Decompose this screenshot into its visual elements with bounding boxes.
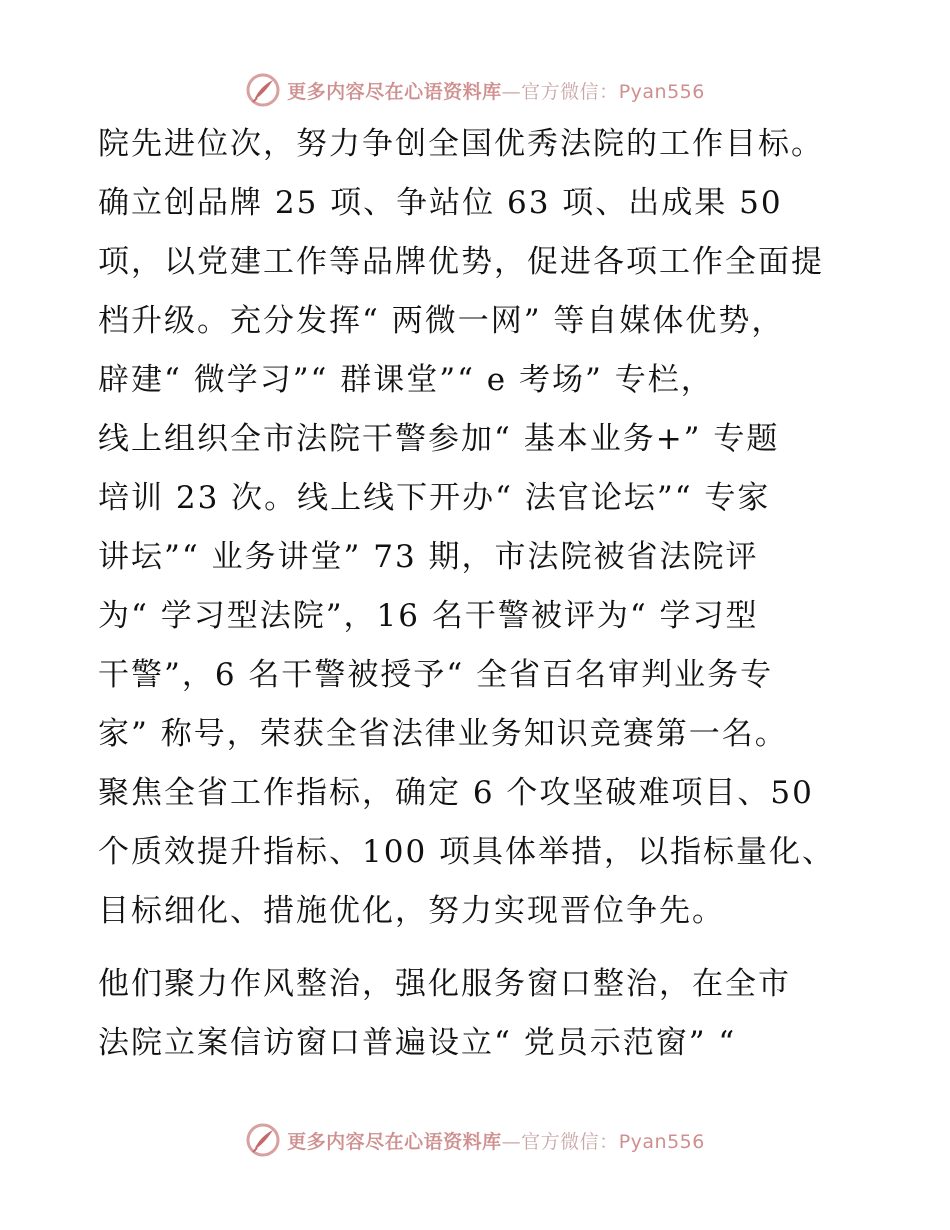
text-line: 线上组织全市法院干警参加“ 基本业务+” 专题 xyxy=(98,421,780,457)
text-line: 档升级。充分发挥“ 两微一网” 等自媒体优势， xyxy=(98,303,785,339)
text-line: 辟建“ 微学习”“ 群课堂”“ e 考场” 专栏， xyxy=(98,362,714,398)
document-body xyxy=(98,115,858,1073)
watermark-text: 更多内容尽在心语资料库—官方微信：Pyan556 xyxy=(287,1130,705,1153)
text-line: 培训 23 次。线上线下开办“ 法官论坛”“ 专家 xyxy=(98,480,771,516)
quill-logo-icon xyxy=(245,72,281,108)
text-line: 个质效提升指标、100 项具体举措，以指标量化、 xyxy=(98,834,836,870)
text-line: 干警”，6 名干警被授予“ 全省百名审判业务专 xyxy=(98,657,774,693)
text-line: 确立创品牌 25 项、争站位 63 项、出成果 50 xyxy=(98,185,783,221)
text-line: 为“ 学习型法院”，16 名干警被评为“ 学习型 xyxy=(98,598,759,634)
footer-watermark xyxy=(0,1118,950,1162)
text-line: 聚焦全省工作指标，确定 6 个攻坚破难项目、50 xyxy=(98,775,814,811)
text-line: 项，以党建工作等品牌优势，促进各项工作全面提 xyxy=(98,244,824,280)
text-line: 家” 称号，荣获全省法律业务知识竞赛第一名。 xyxy=(98,716,788,752)
text-line: 目标细化、措施优化，努力实现晋位争先。 xyxy=(98,893,725,929)
text-line: 讲坛”“ 业务讲堂” 73 期，市法院被省法院评 xyxy=(98,539,759,575)
quill-logo-icon xyxy=(245,1122,281,1158)
text-line: 他们聚力作风整治，强化服务窗口整治，在全市 xyxy=(98,966,791,1002)
header-watermark xyxy=(0,68,950,112)
text-line: 院先进位次，努力争创全国优秀法院的工作目标。 xyxy=(98,126,824,162)
text-line: 法院立案信访窗口普遍设立“ 党员示范窗” “ xyxy=(98,1025,737,1061)
paragraph-1 xyxy=(98,115,858,941)
watermark-text: 更多内容尽在心语资料库—官方微信：Pyan556 xyxy=(287,80,705,103)
paragraph-gap xyxy=(98,941,858,955)
paragraph-2 xyxy=(98,955,858,1073)
